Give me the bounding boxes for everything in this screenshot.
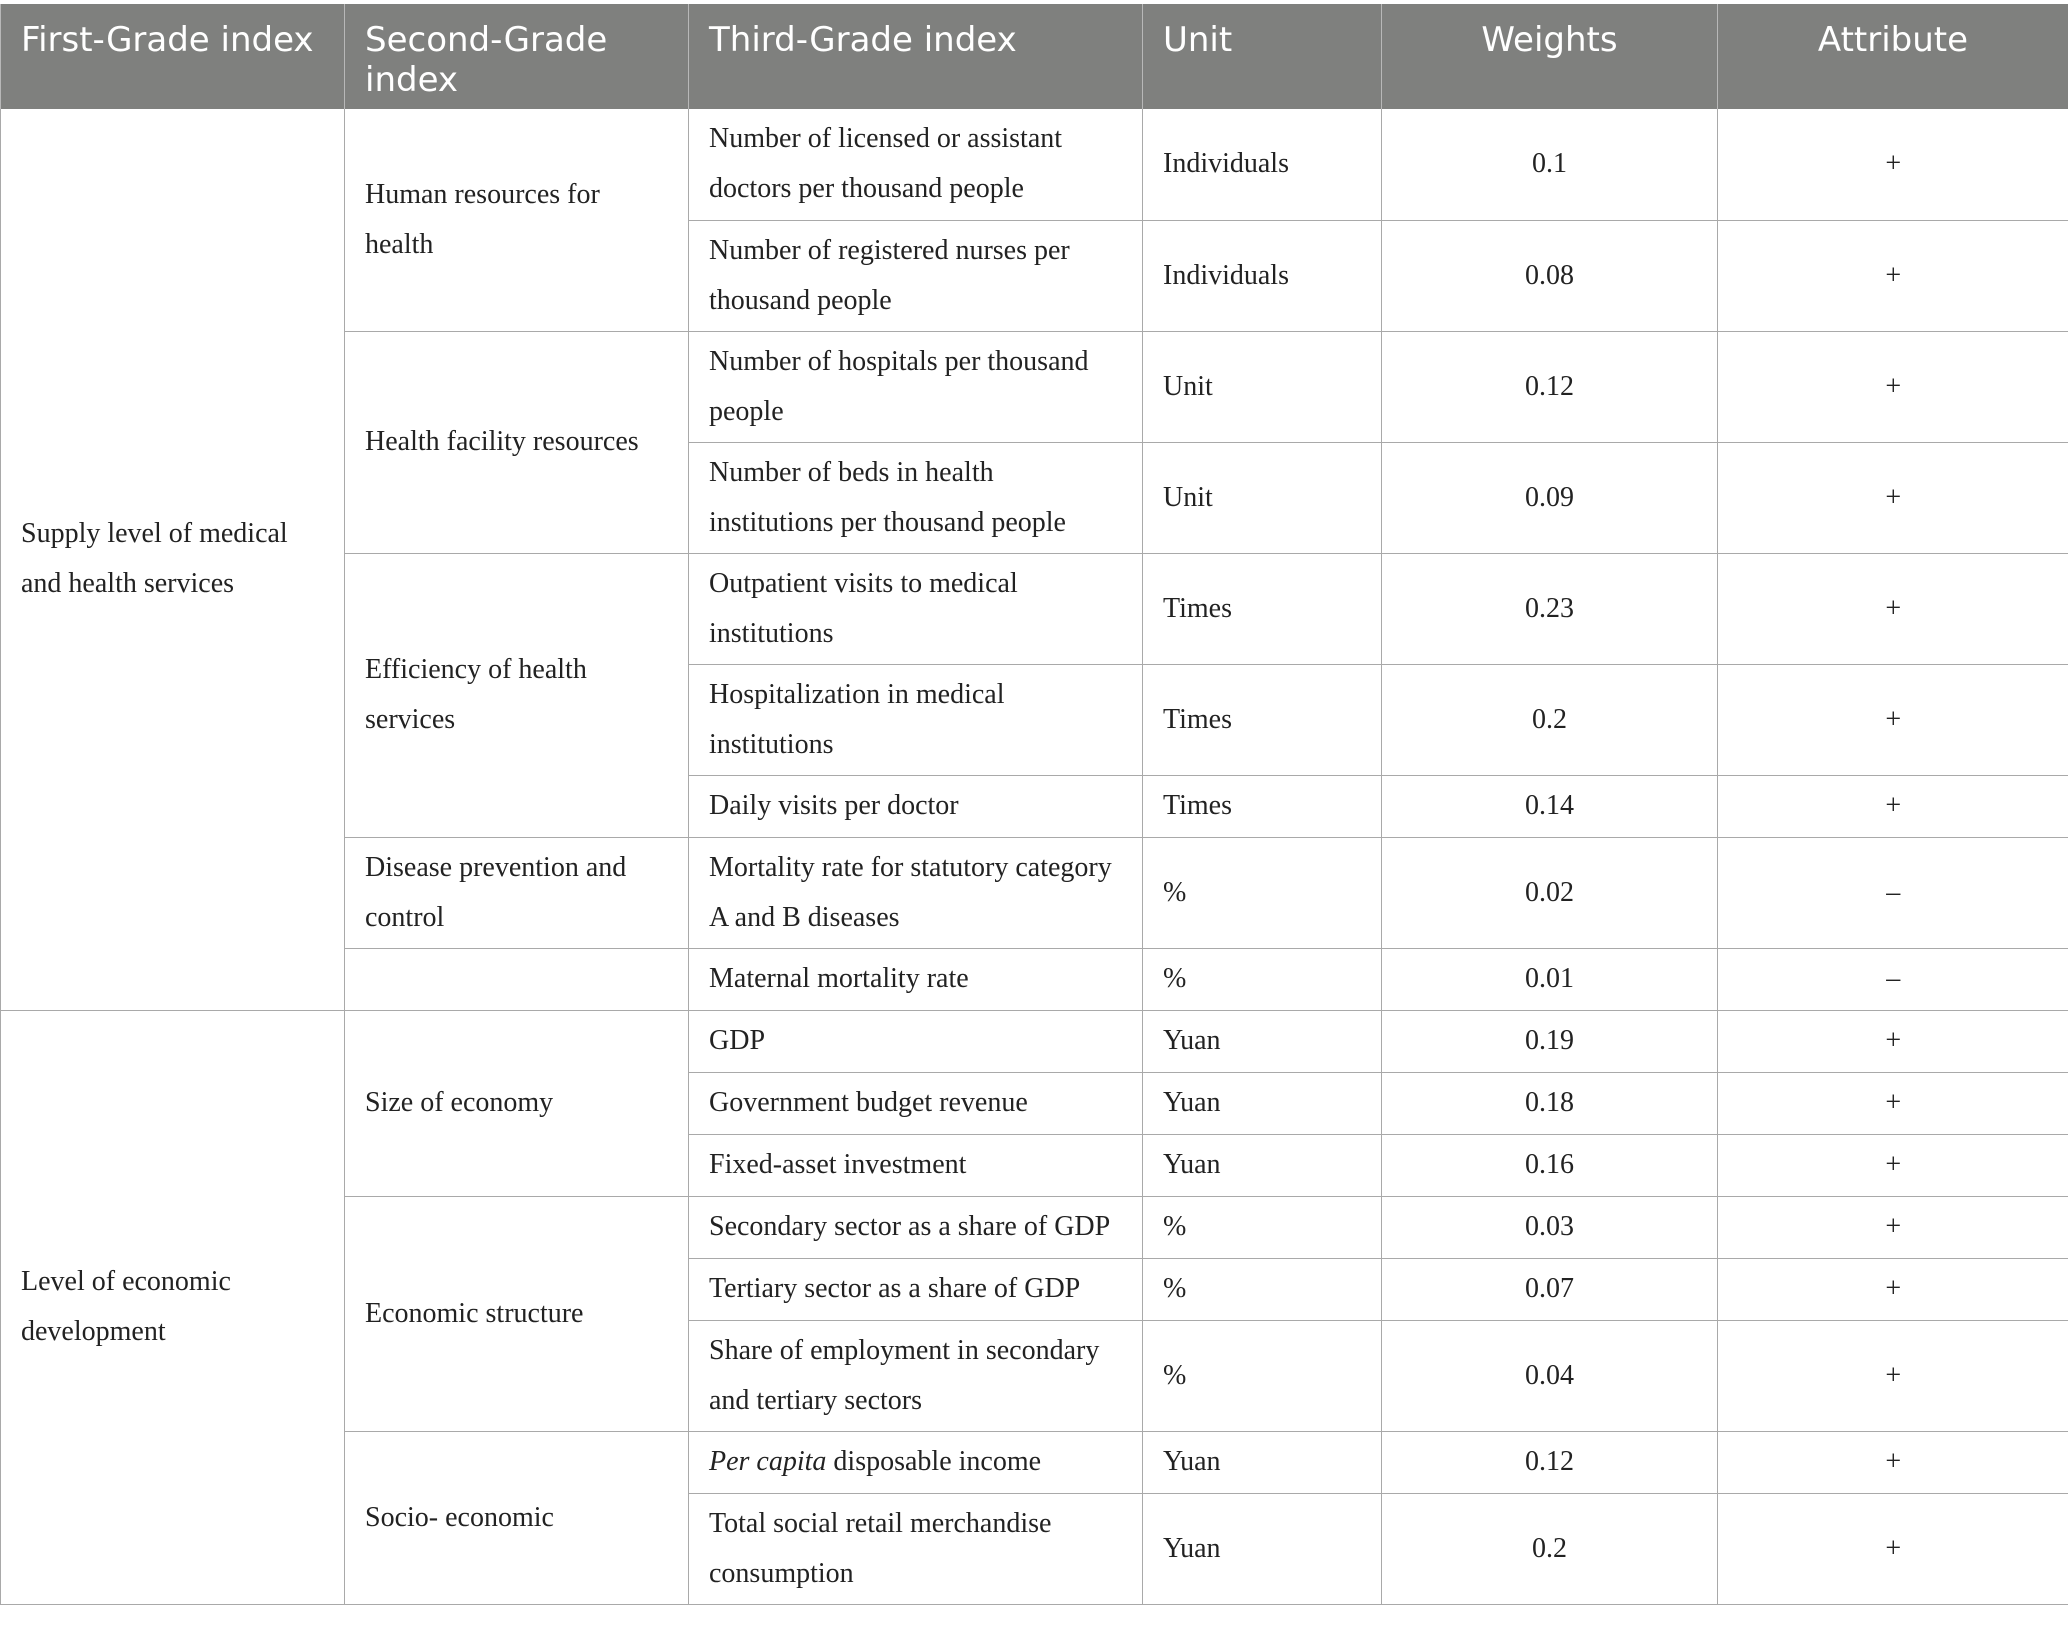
attribute-cell: + (1718, 1431, 2068, 1493)
header-unit: Unit (1143, 4, 1382, 109)
weight-cell: 0.12 (1382, 331, 1718, 442)
third-grade-cell: Government budget revenue (689, 1072, 1143, 1134)
attribute-cell: + (1718, 553, 2068, 664)
third-grade-cell: Daily visits per doctor (689, 775, 1143, 837)
attribute-cell: + (1718, 1134, 2068, 1196)
third-grade-cell: Secondary sector as a share of GDP (689, 1196, 1143, 1258)
unit-cell: Unit (1143, 331, 1382, 442)
third-grade-cell: Total social retail merchandise consumption (689, 1493, 1143, 1604)
weight-cell: 0.1 (1382, 109, 1718, 220)
third-grade-cell: Number of licensed or assistant doctors per thousand people (689, 109, 1143, 220)
attribute-cell: + (1718, 1320, 2068, 1431)
third-grade-cell: Hospitalization in medical institutions (689, 664, 1143, 775)
header-third-grade: Third-Grade index (689, 4, 1143, 109)
second-grade-cell-empty (345, 948, 689, 1010)
unit-cell: Yuan (1143, 1431, 1382, 1493)
second-grade-cell: Human resources for health (345, 109, 689, 331)
weight-cell: 0.09 (1382, 442, 1718, 553)
weight-cell: 0.07 (1382, 1258, 1718, 1320)
header-second-grade: Second-Grade index (345, 4, 689, 109)
weight-cell: 0.14 (1382, 775, 1718, 837)
third-grade-cell: Number of beds in health institutions per thousand people (689, 442, 1143, 553)
weight-cell: 0.23 (1382, 553, 1718, 664)
weight-cell: 0.16 (1382, 1134, 1718, 1196)
unit-cell: % (1143, 837, 1382, 948)
header-attribute: Attribute (1718, 4, 2068, 109)
attribute-cell: + (1718, 664, 2068, 775)
attribute-cell: + (1718, 1258, 2068, 1320)
unit-cell: Yuan (1143, 1134, 1382, 1196)
unit-cell: Individuals (1143, 109, 1382, 220)
third-grade-cell: Mortality rate for statutory category A and B diseases (689, 837, 1143, 948)
third-grade-cell: Number of hospitals per thousand people (689, 331, 1143, 442)
second-grade-cell: Disease prevention and control (345, 837, 689, 948)
unit-cell: % (1143, 948, 1382, 1010)
second-grade-cell: Economic structure (345, 1196, 689, 1431)
third-grade-cell: Share of employment in secondary and tertiary sectors (689, 1320, 1143, 1431)
weight-cell: 0.19 (1382, 1010, 1718, 1072)
unit-cell: Times (1143, 664, 1382, 775)
attribute-cell: + (1718, 220, 2068, 331)
unit-cell: % (1143, 1320, 1382, 1431)
unit-cell: % (1143, 1196, 1382, 1258)
third-grade-cell: Maternal mortality rate (689, 948, 1143, 1010)
header-first-grade: First-Grade index (1, 4, 345, 109)
second-grade-cell: Efficiency of health services (345, 553, 689, 837)
unit-cell: Yuan (1143, 1010, 1382, 1072)
weight-cell: 0.03 (1382, 1196, 1718, 1258)
index-table (0, 4, 2068, 1605)
unit-cell: Individuals (1143, 220, 1382, 331)
attribute-cell: – (1718, 948, 2068, 1010)
unit-cell: Unit (1143, 442, 1382, 553)
weight-cell: 0.2 (1382, 1493, 1718, 1604)
unit-cell: Yuan (1143, 1072, 1382, 1134)
third-grade-italic-text: Per capita (709, 1446, 827, 1477)
weight-cell: 0.18 (1382, 1072, 1718, 1134)
attribute-cell: + (1718, 1493, 2068, 1604)
second-grade-cell: Size of economy (345, 1010, 689, 1196)
third-grade-cell: GDP (689, 1010, 1143, 1072)
unit-cell: % (1143, 1258, 1382, 1320)
weight-cell: 0.08 (1382, 220, 1718, 331)
attribute-cell: + (1718, 331, 2068, 442)
attribute-cell: + (1718, 1010, 2068, 1072)
attribute-cell: – (1718, 837, 2068, 948)
unit-cell: Times (1143, 553, 1382, 664)
first-grade-cell: Level of economic development (1, 1010, 345, 1604)
weight-cell: 0.12 (1382, 1431, 1718, 1493)
third-grade-cell: Number of registered nurses per thousand people (689, 220, 1143, 331)
third-grade-cell: Outpatient visits to medical institutions (689, 553, 1143, 664)
third-grade-cell: Tertiary sector as a share of GDP (689, 1258, 1143, 1320)
unit-cell: Times (1143, 775, 1382, 837)
second-grade-cell: Socio- economic (345, 1431, 689, 1604)
table-row (1, 109, 2068, 220)
attribute-cell: + (1718, 1196, 2068, 1258)
table-row (1, 1010, 2068, 1072)
second-grade-cell: Health facility resources (345, 331, 689, 553)
attribute-cell: + (1718, 109, 2068, 220)
weight-cell: 0.04 (1382, 1320, 1718, 1431)
weight-cell: 0.2 (1382, 664, 1718, 775)
weight-cell: 0.02 (1382, 837, 1718, 948)
attribute-cell: + (1718, 1072, 2068, 1134)
header-row (1, 4, 2068, 109)
third-grade-cell: Fixed-asset investment (689, 1134, 1143, 1196)
attribute-cell: + (1718, 775, 2068, 837)
unit-cell: Yuan (1143, 1493, 1382, 1604)
header-weights: Weights (1382, 4, 1718, 109)
attribute-cell: + (1718, 442, 2068, 553)
first-grade-cell: Supply level of medical and health services (1, 109, 345, 1010)
weight-cell: 0.01 (1382, 948, 1718, 1010)
third-grade-cell (689, 1431, 1143, 1493)
third-grade-text: disposable income (826, 1446, 1042, 1477)
